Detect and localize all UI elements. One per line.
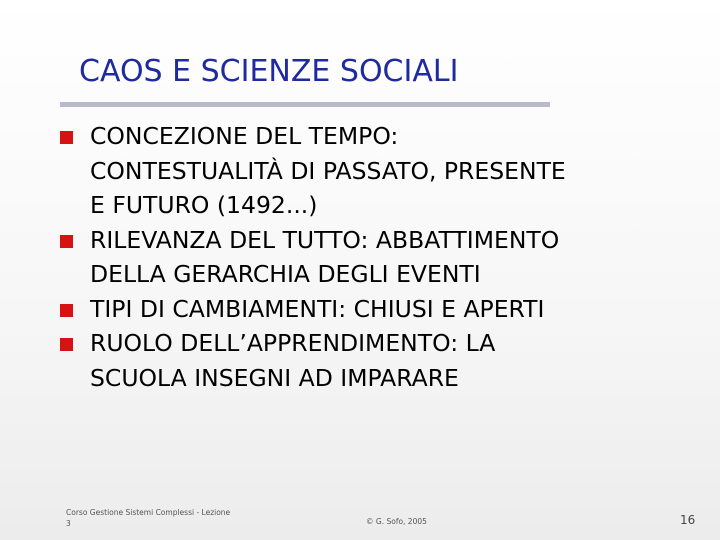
footer-copyright: © G. Sofo, 2005 bbox=[366, 517, 427, 526]
bullet-text: CONCEZIONE DEL TEMPO: bbox=[90, 122, 399, 150]
slide-title: CAOS E SCIENZE SOCIALI bbox=[79, 54, 459, 89]
bullet-text: CONTESTUALITÀ DI PASSATO, PRESENTE bbox=[90, 156, 566, 185]
bullet-text: RILEVANZA DEL TUTTO: ABBATTIMENTO bbox=[90, 225, 560, 254]
bullet-item bbox=[60, 223, 680, 292]
bullet-text: DELLA GERARCHIA DEGLI EVENTI bbox=[90, 260, 481, 288]
page-number: 16 bbox=[680, 513, 696, 527]
footer-course-line: 3 bbox=[66, 519, 71, 528]
bullet-text: TIPI DI CAMBIAMENTI: CHIUSI E APERTI bbox=[90, 294, 545, 323]
square-bullet-icon bbox=[60, 131, 73, 144]
square-bullet-icon bbox=[60, 304, 73, 317]
footer-course bbox=[66, 507, 246, 529]
bullet-text: E FUTURO (1492...) bbox=[90, 191, 318, 219]
square-bullet-icon bbox=[60, 338, 73, 351]
footer-course-line: Corso Gestione Sistemi Complessi - Lezione bbox=[66, 508, 231, 517]
bullet-item bbox=[60, 292, 680, 327]
bullet-text: SCUOLA INSEGNI AD IMPARARE bbox=[90, 363, 459, 392]
bullet-item bbox=[60, 326, 680, 395]
square-bullet-icon bbox=[60, 235, 73, 248]
bullet-text: RUOLO DELL’APPRENDIMENTO: LA bbox=[90, 329, 496, 357]
bullet-item bbox=[60, 119, 680, 223]
bullet-list bbox=[60, 119, 680, 395]
title-underline bbox=[60, 102, 550, 107]
